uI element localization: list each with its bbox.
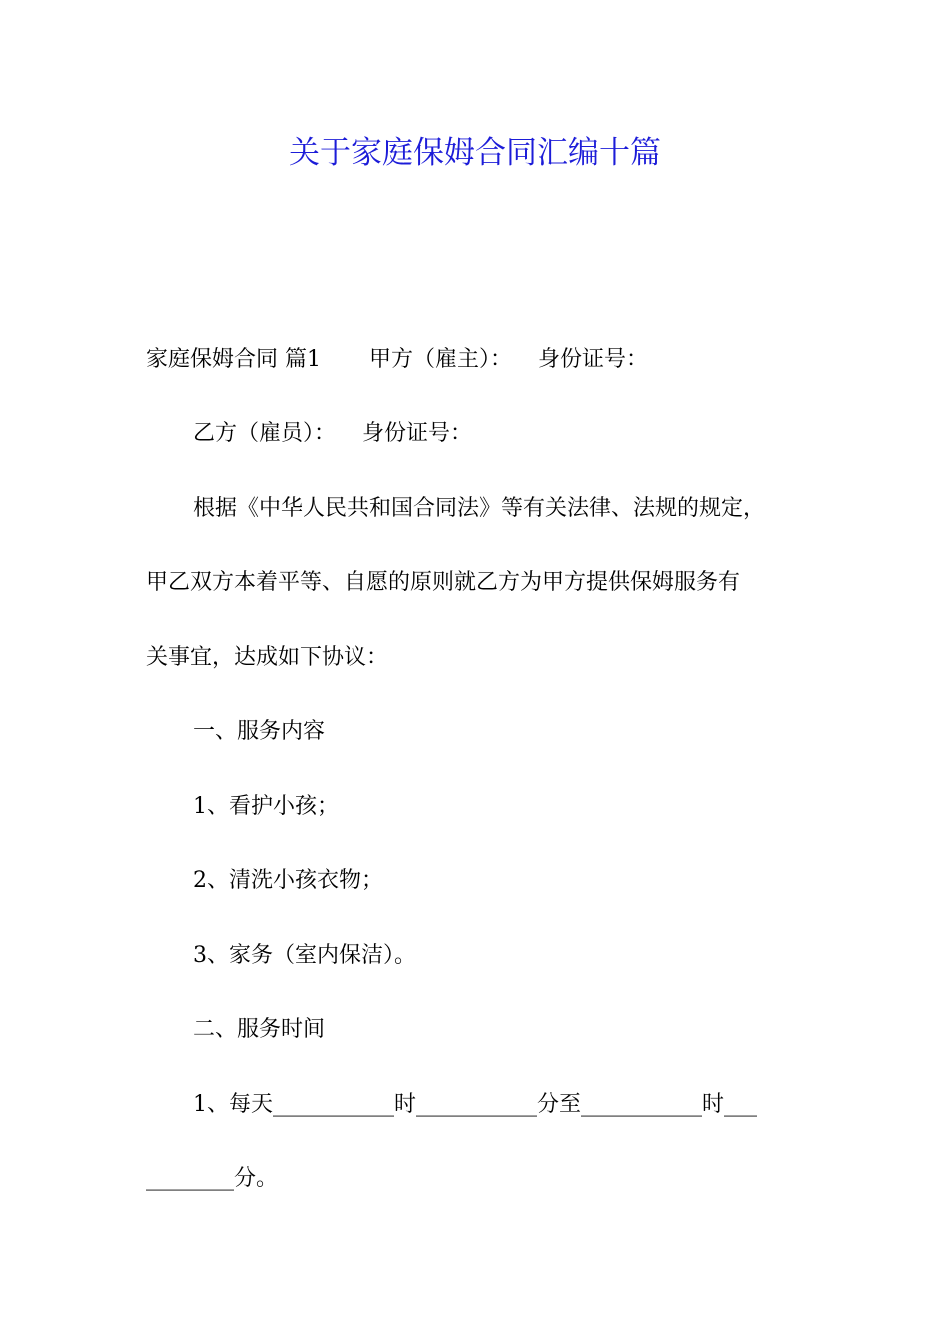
paragraph-line: 根据《中华人民共和国合同法》等有关法律、法规的规定， bbox=[193, 496, 766, 521]
document-title: 关于家庭保姆合同汇编十篇 bbox=[289, 135, 661, 171]
list-item: 2、清洗小孩衣物； bbox=[193, 868, 383, 893]
party-a-label: 甲方（雇主）： bbox=[369, 347, 513, 372]
party-b-label: 乙方（雇员）： bbox=[193, 421, 337, 446]
paragraph-line: 甲乙双方本着平等、自愿的原则就乙方为甲方提供保姆服务有 bbox=[146, 570, 741, 595]
section-heading: 一、服务内容 bbox=[193, 719, 326, 744]
contract-heading-line bbox=[146, 345, 648, 375]
list-item: 1、每天___________时___________分至___________时___ bbox=[193, 1092, 757, 1117]
paragraph-line: 关事宜，达成如下协议： bbox=[146, 645, 389, 670]
party-b-id-label: 身份证号： bbox=[362, 421, 473, 446]
party-a-id-label: 身份证号： bbox=[538, 347, 649, 372]
party-b-line bbox=[193, 419, 472, 449]
section-heading: 二、服务时间 bbox=[193, 1017, 326, 1042]
list-item: 1、看护小孩； bbox=[193, 794, 339, 819]
contract-section-label: 家庭保姆合同 篇1 bbox=[146, 347, 321, 372]
list-item: 3、家务（室内保洁）。 bbox=[193, 943, 416, 968]
paragraph-line: ________分。 bbox=[146, 1166, 279, 1191]
